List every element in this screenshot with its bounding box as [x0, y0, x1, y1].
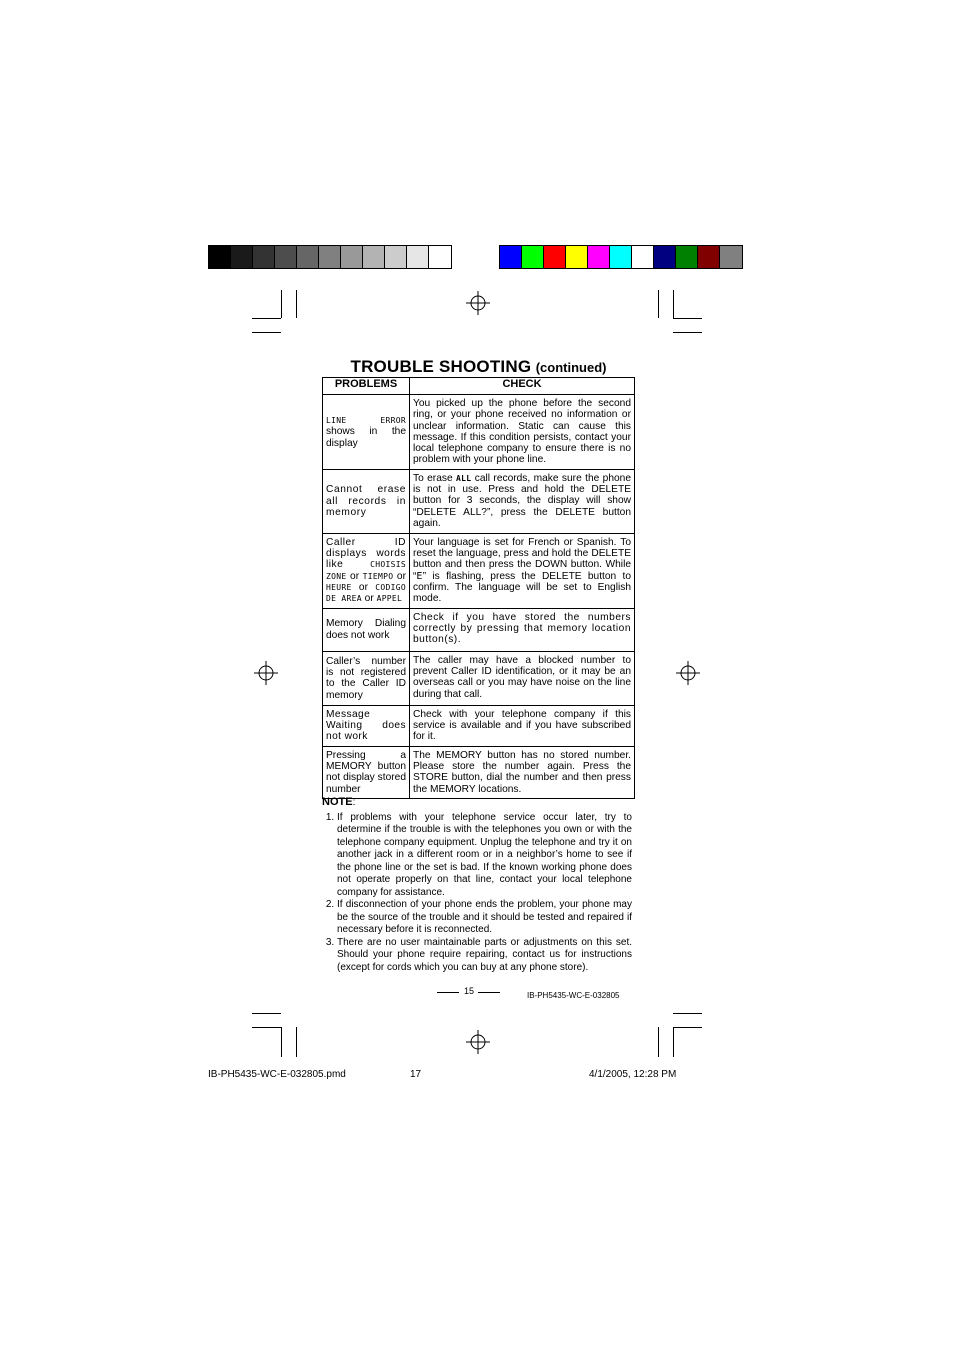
page-title-sub: (continued): [535, 360, 607, 375]
color-swatch: [588, 246, 610, 268]
grayscale-calibration-bar: [208, 245, 452, 269]
problem-cell: [323, 533, 410, 608]
color-swatch: [654, 246, 676, 268]
color-swatch: [209, 246, 231, 268]
color-swatch: [610, 246, 632, 268]
table-row: [323, 705, 635, 746]
color-swatch: [522, 246, 544, 268]
check-cell: Check with your telephone company if this service is available and if you have subscribed for it.: [410, 705, 635, 746]
crop-mark: [296, 1027, 297, 1057]
color-swatch: [500, 246, 522, 268]
crop-mark: [252, 1027, 281, 1028]
page-number-dash: [437, 992, 459, 993]
connector-text: or: [364, 593, 374, 605]
problem-cell: [323, 705, 410, 746]
color-swatch: [363, 246, 385, 268]
check-cell: [410, 469, 635, 533]
crop-mark: [673, 290, 674, 318]
check-cell: The caller may have a blocked number to prevent Caller ID identification, or it may be an overseas call or you may have noise on the line during that call.: [410, 651, 635, 705]
crop-mark: [673, 1027, 674, 1057]
color-swatch: [720, 246, 742, 268]
crop-mark: [296, 290, 297, 318]
lcd-text: E: [416, 570, 423, 582]
color-swatch: [407, 246, 429, 268]
footer-page: 17: [410, 1069, 422, 1080]
document-code: IB-PH5435-WC-E-032805: [527, 991, 620, 1000]
registration-mark-icon: [254, 661, 278, 685]
color-calibration-bar: [499, 245, 743, 269]
table-row: [323, 469, 635, 533]
color-swatch: [297, 246, 319, 268]
list-item: 2. If disconnection of your phone ends the problem, your phone may be the source of the trouble and it should be tested and repaired if necessary before it is reconnected.: [337, 899, 632, 937]
table-row: [323, 608, 635, 651]
problem-text: shows in the display: [326, 426, 406, 449]
lcd-text: TIEMPO: [362, 571, 394, 581]
problem-text: Message Waiting does not work: [326, 708, 406, 743]
note-section: [322, 796, 632, 974]
problem-text: Caller ID displays words like: [326, 536, 406, 571]
troubleshooting-table: [322, 377, 635, 799]
registration-mark-icon: [466, 1030, 490, 1054]
connector-text: or: [350, 570, 360, 582]
lcd-text: APPEL: [376, 594, 403, 604]
problem-cell: [323, 746, 410, 798]
connector-text: or: [396, 570, 406, 582]
color-swatch: [676, 246, 698, 268]
problems-header: PROBLEMS: [323, 378, 410, 395]
crop-mark: [252, 1013, 281, 1014]
color-swatch: [275, 246, 297, 268]
page-title: [322, 357, 635, 377]
footer-filename: IB-PH5435-WC-E-032805.pmd: [208, 1069, 346, 1080]
page-title-main: TROUBLE SHOOTING: [350, 357, 532, 376]
color-swatch: [632, 246, 654, 268]
lcd-text: HEURE: [326, 582, 352, 592]
lcd-text: CODIGO DE AREA: [326, 582, 406, 604]
connector-text: or: [358, 581, 368, 593]
check-text: To erase: [413, 472, 457, 484]
check-text: Your language is set for French or Spanish. To reset the language, press and hold the DELETE button and then press the DOWN button. While “: [413, 536, 631, 582]
page-number-dash: [478, 992, 500, 993]
check-cell: [410, 533, 635, 608]
registration-mark-icon: [676, 661, 700, 685]
crop-mark: [673, 1013, 702, 1014]
problem-cell: [323, 469, 410, 533]
check-cell: You picked up the phone before the second ring, or your phone received no information or unclear information. Static can cause this message. If this condition persists, contact your local telephone company to ensure there is no problem with your phone line.: [410, 395, 635, 470]
check-cell: Check if you have stored the numbers correctly by pressing that memory location button(s).: [410, 608, 635, 651]
crop-mark: [252, 332, 281, 333]
check-text: ” is flashing, press the DELETE button to confirm. The language will be set to English mode.: [413, 570, 631, 605]
check-text: call records, make sure the phone is not in use. Press and hold the DELETE button for 3 seconds, the display will show “DELETE ALL?”, press the DELETE button again.: [413, 472, 631, 529]
note-colon: :: [352, 797, 356, 808]
lcd-text: LINE ERROR: [326, 415, 406, 425]
list-item: 3. There are no user maintainable parts or adjustments on this set. Should your phone require repairing, contact us for instructions (except for cords which you can buy at any phone store).: [337, 937, 632, 975]
table-row: [323, 651, 635, 705]
footer-datetime: 4/1/2005, 12:28 PM: [589, 1069, 677, 1080]
color-swatch: [429, 246, 451, 268]
problem-cell: [323, 395, 410, 470]
note-label: NOTE: [322, 796, 353, 808]
problem-text: Caller’s number is not registered to the Caller ID memory: [326, 655, 406, 701]
lcd-text: CHOISIS ZONE: [326, 560, 406, 581]
crop-mark: [673, 1027, 702, 1028]
color-swatch: [544, 246, 566, 268]
table-row: [323, 395, 635, 470]
lcd-text: ALL: [456, 473, 472, 483]
table-header-row: [323, 378, 635, 395]
problem-text: Memory Dialing does not work: [326, 618, 406, 641]
color-swatch: [385, 246, 407, 268]
problem-cell: [323, 608, 410, 651]
crop-mark: [658, 290, 659, 318]
color-swatch: [341, 246, 363, 268]
problem-text: Pressing a MEMORY button not display stored number: [326, 749, 406, 795]
table-row: [323, 533, 635, 608]
list-item: 1. If problems with your telephone service occur later, try to determine if the trouble is with the telephones you own or with the telephone company equipment. Unplug the telephone and try it on another jack in a different room or in a neighbor’s home to see if the phone line or the set is bad. If the known working phone does not operate properly on that line, contact your local telephone company for assistance.: [337, 812, 632, 900]
color-swatch: [698, 246, 720, 268]
check-header: CHECK: [410, 378, 635, 395]
color-swatch: [253, 246, 275, 268]
color-swatch: [566, 246, 588, 268]
crop-mark: [658, 1027, 659, 1057]
crop-mark: [281, 1027, 282, 1057]
crop-mark: [673, 318, 702, 319]
color-swatch: [231, 246, 253, 268]
note-list: [322, 812, 632, 975]
registration-mark-icon: [466, 291, 490, 315]
problem-cell: [323, 651, 410, 705]
table-row: [323, 746, 635, 798]
crop-mark: [252, 318, 281, 319]
color-swatch: [319, 246, 341, 268]
check-cell: The MEMORY button has no stored number. Please store the number again. Press the STORE button, dial the number and then press the MEMORY locations.: [410, 746, 635, 798]
crop-mark: [281, 290, 282, 318]
page-number: 15: [464, 986, 475, 996]
crop-mark: [673, 332, 702, 333]
problem-text: Cannot erase all records in memory: [326, 484, 406, 518]
